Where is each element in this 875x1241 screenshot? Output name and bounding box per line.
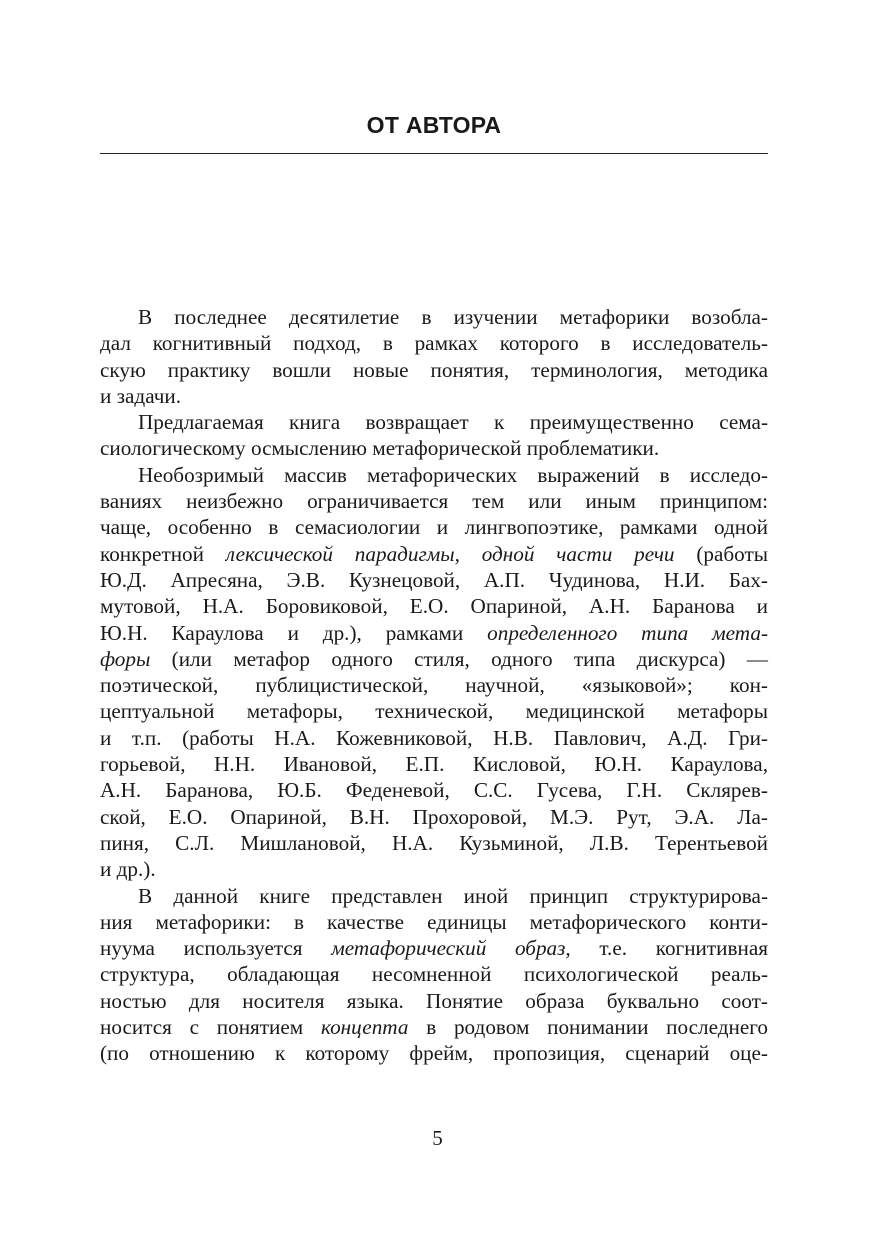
text-line: горьевой, Н.Н. Ивановой, Е.П. Кисловой, Ю.Н. Караулова,	[100, 752, 768, 777]
italic-term: форы	[100, 646, 151, 671]
page-title: ОТ АВТОРА	[366, 112, 502, 138]
text-line: форы (или метафор одного стиля, одного типа дискурса) —	[100, 646, 768, 671]
paragraph	[100, 304, 768, 409]
text-line: скую практику вошли новые понятия, терминология, методика	[100, 357, 768, 382]
italic-term: метафорический образ,	[331, 936, 571, 961]
text-line: (по отношению к которому фрейм, пропозиция, сценарий оце-	[100, 1041, 768, 1066]
body-text	[100, 304, 768, 1067]
italic-term: лексической парадигмы, одной части речи	[225, 541, 675, 566]
text-line: и задачи.	[100, 383, 182, 408]
text-line: цептуальной метафоры, технической, медицинской метафоры	[100, 699, 768, 724]
text-line: дал когнитивный подход, в рамках которого в исследователь-	[100, 331, 768, 356]
text-line: чаще, особенно в семасиологии и лингвопоэтике, рамками одной	[100, 515, 768, 540]
text-line: пиня, С.Л. Мишлановой, Н.А. Кузьминой, Л.В. Терентьевой	[100, 830, 768, 855]
text-line: А.Н. Баранова, Ю.Б. Феденевой, С.С. Гусева, Г.Н. Склярев-	[100, 778, 768, 803]
text-line: ваниях неизбежно ограничивается тем или иным принципом:	[100, 489, 768, 514]
text-line: носится с понятием концепта в родовом понимании последнего	[100, 1015, 769, 1040]
text-line: мутовой, Н.А. Боровиковой, Е.О. Опариной, А.Н. Баранова и	[100, 594, 768, 619]
text-line: ской, Е.О. Опариной, В.Н. Прохоровой, М.Э. Рут, Э.А. Ла-	[100, 804, 768, 829]
italic-term: концепта	[320, 1015, 409, 1040]
text-line: Необозримый массив метафорических выражений в исследо-	[138, 462, 768, 487]
text-line: Ю.Д. Апресяна, Э.В. Кузнецовой, А.П. Чудинова, Н.И. Бах-	[100, 567, 768, 592]
paragraph	[100, 462, 768, 883]
text-line: сиологическому осмыслению метафорической проблематики.	[100, 436, 660, 461]
text-line: и др.).	[100, 857, 156, 882]
text-line: В данной книге представлен иной принцип структурирова-	[138, 883, 768, 908]
title-divider	[100, 153, 768, 154]
text-line: Ю.Н. Караулова и др.), рамками определенного типа мета-	[100, 620, 769, 645]
paragraph	[100, 409, 768, 462]
text-line: ния метафорики: в качестве единицы метафорического конти-	[100, 909, 768, 934]
text-line: Предлагаемая книга возвращает к преимущественно сема-	[138, 410, 768, 435]
text-line: структура, обладающая несомненной психологической реаль-	[100, 962, 768, 987]
text-line: конкретной лексической парадигмы, одной части речи (работы	[100, 541, 768, 566]
text-line: В последнее десятилетие в изучении метафорики возобла-	[138, 305, 768, 329]
paragraph	[100, 883, 768, 1067]
page-number: 5	[432, 1126, 443, 1150]
text-line: ностью для носителя языка. Понятие образа буквально соот-	[100, 988, 768, 1013]
italic-term: определенного типа мета-	[487, 620, 769, 645]
text-line: и т.п. (работы Н.А. Кожевниковой, Н.В. Павлович, А.Д. Гри-	[100, 725, 768, 750]
text-line: нуума используется метафорический образ, т.е. когнитивная	[100, 936, 768, 961]
text-line: поэтической, публицистической, научной, «языковой»; кон-	[100, 673, 768, 698]
